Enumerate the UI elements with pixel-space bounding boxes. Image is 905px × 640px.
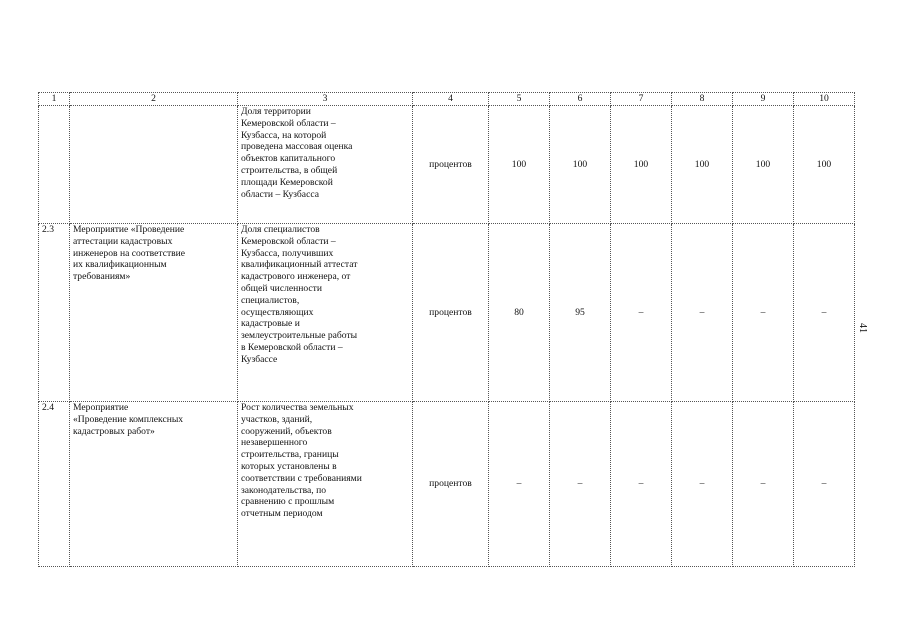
value-cell: 100 — [794, 106, 855, 224]
unit-cell: процентов — [413, 402, 489, 567]
header-cell: 2 — [70, 93, 238, 106]
header-cell: 9 — [733, 93, 794, 106]
indicator-cell: Доля территории Кемеровской области – Кузбасса, на которой проведена массовая оценка объектов капитального строительства, в общей площади Кемеровской области – Кузбасса — [238, 106, 413, 224]
unit-cell: процентов — [413, 106, 489, 224]
row-number: 2.4 — [39, 402, 70, 567]
header-cell: 10 — [794, 93, 855, 106]
value-cell: – — [489, 402, 550, 567]
page-number: 41 — [857, 323, 868, 333]
header-cell: 1 — [39, 93, 70, 106]
header-row — [39, 93, 855, 106]
event-cell: Мероприятие «Проведение комплексных кадастровых работ» — [70, 402, 238, 567]
table-row — [39, 106, 855, 224]
unit-cell: процентов — [413, 224, 489, 402]
value-cell: – — [611, 402, 672, 567]
indicator-cell: Доля специалистов Кемеровской области – Кузбасса, получивших квалификационный аттестат кадастрового инженера, от общей численности специалистов, осуществляющих кадастровые и землеустроительные работы в Кемеровской области – Кузбассе — [238, 224, 413, 402]
header-cell: 7 — [611, 93, 672, 106]
value-cell: 80 — [489, 224, 550, 402]
indicator-cell: Рост количества земельных участков, зданий, сооружений, объектов незавершенного строительства, границы которых установлены в соответствии с требованиями законодательства, по сравнению с прошлым отчетным периодом — [238, 402, 413, 567]
value-cell: 100 — [550, 106, 611, 224]
header-cell: 4 — [413, 93, 489, 106]
indicators-table — [38, 92, 855, 567]
value-cell: – — [794, 224, 855, 402]
value-cell: – — [672, 402, 733, 567]
value-cell: – — [611, 224, 672, 402]
event-cell — [70, 106, 238, 224]
value-cell: 100 — [489, 106, 550, 224]
table-row — [39, 402, 855, 567]
row-number: 2.3 — [39, 224, 70, 402]
header-cell: 5 — [489, 93, 550, 106]
event-cell: Мероприятие «Проведение аттестации кадастровых инженеров на соответствие их квалификационным требованиям» — [70, 224, 238, 402]
value-cell: 100 — [672, 106, 733, 224]
value-cell: 100 — [733, 106, 794, 224]
header-cell: 3 — [238, 93, 413, 106]
table-row — [39, 224, 855, 402]
value-cell: – — [733, 402, 794, 567]
header-cell: 8 — [672, 93, 733, 106]
value-cell: – — [672, 224, 733, 402]
value-cell: – — [794, 402, 855, 567]
value-cell: – — [733, 224, 794, 402]
header-cell: 6 — [550, 93, 611, 106]
row-number — [39, 106, 70, 224]
value-cell: – — [550, 402, 611, 567]
value-cell: 95 — [550, 224, 611, 402]
value-cell: 100 — [611, 106, 672, 224]
